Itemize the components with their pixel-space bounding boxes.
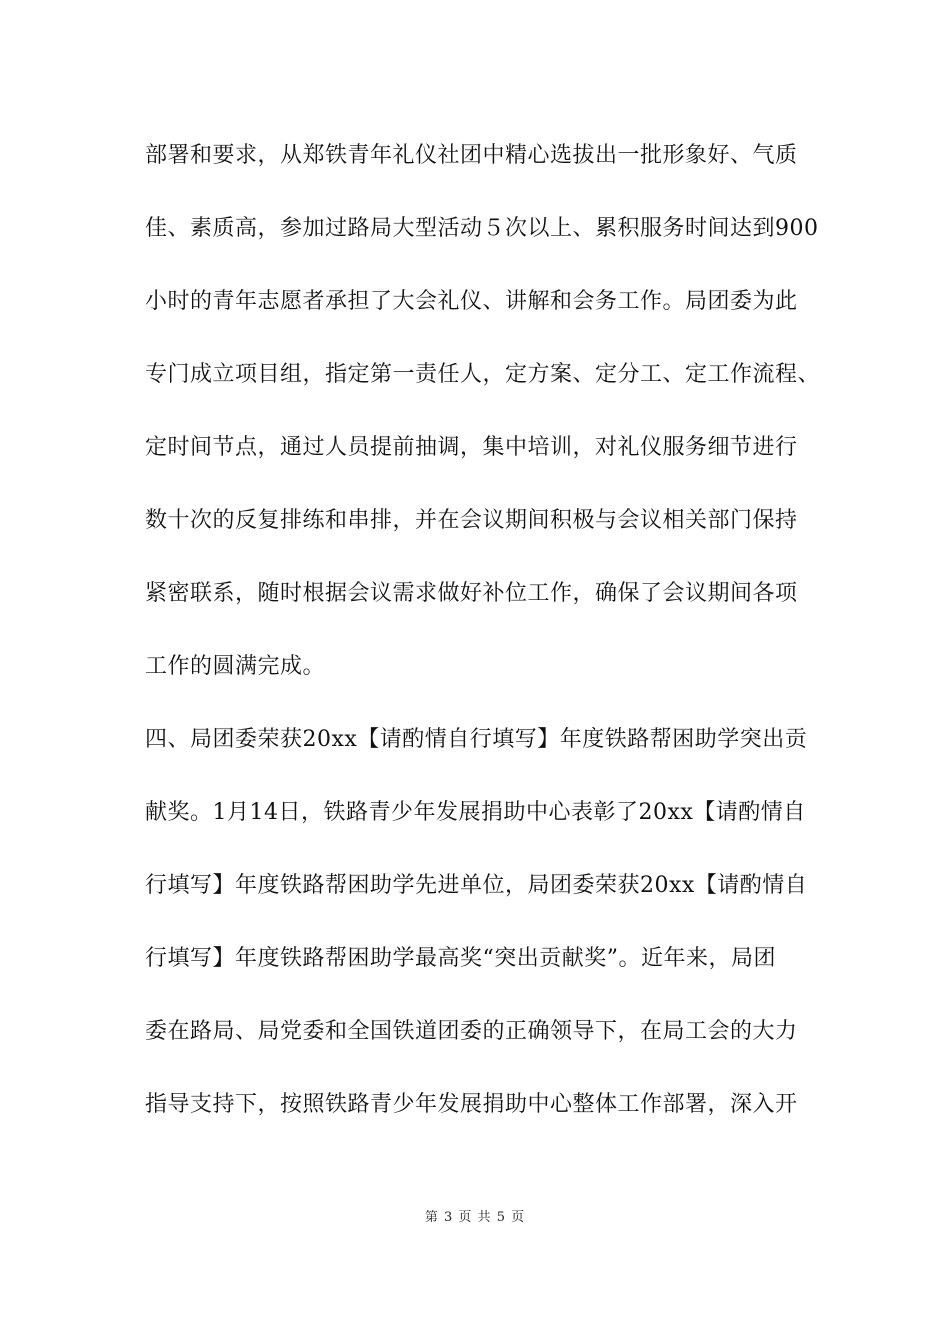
text-line: 定时间节点，通过人员提前抽调，集中培训，对礼仪服务细节进行 [145, 435, 798, 460]
section-heading-line: 四、局团委荣获20xx【请酌情自行填写】年度铁路帮困助学突出贡 [145, 727, 808, 752]
text-line: 行填写】年度铁路帮困助学最高奖“突出贡献奖”。近年来，局团 [145, 946, 776, 971]
text-line: 小时的青年志愿者承担了大会礼仪、讲解和会务工作。局团委为此 [145, 289, 798, 314]
text-line: 部署和要求，从郑铁青年礼仪社团中精心选拔出一批形象好、气质 [145, 143, 798, 168]
page-footer [0, 1206, 950, 1225]
text-line: 委在路局、局党委和全国铁道团委的正确领导下，在局工会的大力 [145, 1019, 798, 1044]
text-line: 佳、素质高，参加过路局大型活动５次以上、累积服务时间达到900 [145, 216, 819, 241]
page-number: 第 3 页 共 5 页 [424, 1210, 526, 1225]
text-line: 行填写】年度铁路帮困助学先进单位，局团委荣获20xx【请酌情自 [145, 873, 808, 898]
body-text [145, 131, 845, 1153]
text-line: 指导支持下，按照铁路青少年发展捐助中心整体工作部署，深入开 [145, 1092, 798, 1117]
text-line: 紧密联系，随时根据会议需求做好补位工作，确保了会议期间各项 [145, 581, 798, 606]
text-line: 专门成立项目组，指定第一责任人，定方案、定分工、定工作流程、 [145, 362, 821, 387]
text-line: 献奖。1月14日，铁路青少年发展捐助中心表彰了20xx【请酌情自 [145, 800, 806, 825]
text-line: 工作的圆满完成。 [145, 654, 326, 679]
text-line: 数十次的反复排练和串排，并在会议期间积极与会议相关部门保持 [145, 508, 798, 533]
